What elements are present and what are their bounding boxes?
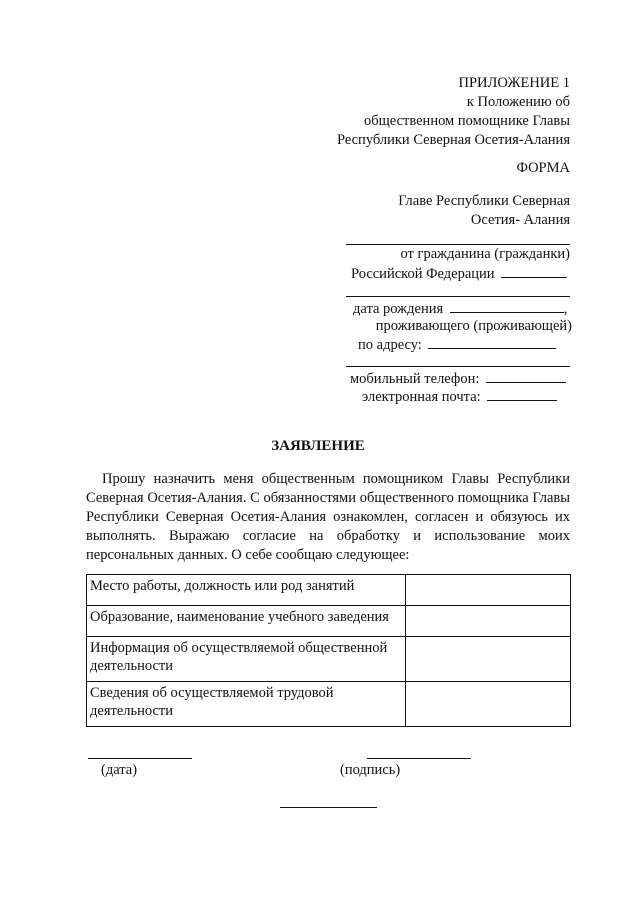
table-cell-label: Образование, наименование учебного заведения — [87, 606, 406, 637]
address-field-line[interactable] — [428, 336, 556, 349]
table-cell-value[interactable] — [406, 682, 571, 727]
birth-comma: , — [563, 301, 568, 317]
birth-date-field-line[interactable] — [450, 300, 564, 313]
addressee-line: Главе Республики Северная — [398, 193, 570, 209]
application-text — [86, 470, 570, 565]
residing-label: проживающего (проживающей) — [375, 318, 572, 334]
extra-line[interactable] — [346, 296, 570, 297]
federation-label: Российской Федерации — [351, 266, 495, 282]
table-cell-label: Информация об осуществляемой общественной деятельности — [87, 637, 406, 682]
federation-field-line[interactable] — [501, 265, 567, 278]
address-label: по адресу: — [358, 337, 422, 353]
appendix-block — [337, 74, 570, 150]
applicant-name-line[interactable] — [346, 244, 570, 245]
from-citizen-label: от гражданина (гражданки) — [400, 246, 570, 262]
email-field-line[interactable] — [487, 388, 557, 401]
appendix-title: ПРИЛОЖЕНИЕ 1 — [458, 75, 570, 91]
signature-caption: (подпись) — [340, 762, 401, 778]
phone-field-line[interactable] — [486, 370, 566, 383]
date-signature-line[interactable] — [88, 758, 192, 759]
addressee-block — [398, 192, 570, 230]
federation-row — [351, 265, 567, 283]
birth-label: дата рождения — [353, 301, 444, 317]
application-paragraph: Прошу назначить меня общественным помощником Главы Республики Северная Осетия-Алания. С обязанностями общественного помощника Главы Республики Северная Осетия-Алания ознакомлен, согласен и обязуюсь их выполнять. Выражаю согласие на обработку и использование моих персональных данных. О себе сообщаю следующее: — [86, 471, 570, 563]
footer-line — [280, 807, 377, 808]
signature-line[interactable] — [367, 758, 471, 759]
address-extra-line[interactable] — [346, 366, 570, 367]
table-row — [87, 575, 571, 606]
table-cell-value[interactable] — [406, 606, 571, 637]
table-row — [87, 682, 571, 727]
table-label-line: Сведения об осуществляемой трудовой — [90, 685, 334, 701]
table-cell-label — [87, 682, 406, 727]
table-cell-value[interactable] — [406, 637, 571, 682]
appendix-line: Республики Северная Осетия-Алания — [336, 132, 570, 148]
document-title: ЗАЯВЛЕНИЕ — [271, 438, 365, 454]
email-row — [362, 388, 557, 406]
table-row — [87, 637, 571, 682]
table-cell-label: Место работы, должность или род занятий — [87, 575, 406, 606]
table-label-line: деятельности — [90, 703, 174, 719]
table-row — [87, 606, 571, 637]
date-caption: (дата) — [101, 762, 138, 778]
form-label: ФОРМА — [516, 160, 570, 176]
addressee-line: Осетия- Алания — [470, 212, 570, 228]
phone-row — [350, 370, 566, 388]
appendix-line: к Положению об — [466, 94, 570, 110]
personal-info-table — [86, 574, 571, 727]
email-label: электронная почта: — [362, 389, 481, 405]
birth-row — [353, 300, 567, 318]
phone-label: мобильный телефон: — [350, 371, 480, 387]
appendix-line: общественном помощнике Главы — [364, 113, 570, 129]
address-row — [358, 336, 556, 354]
table-cell-value[interactable] — [406, 575, 571, 606]
